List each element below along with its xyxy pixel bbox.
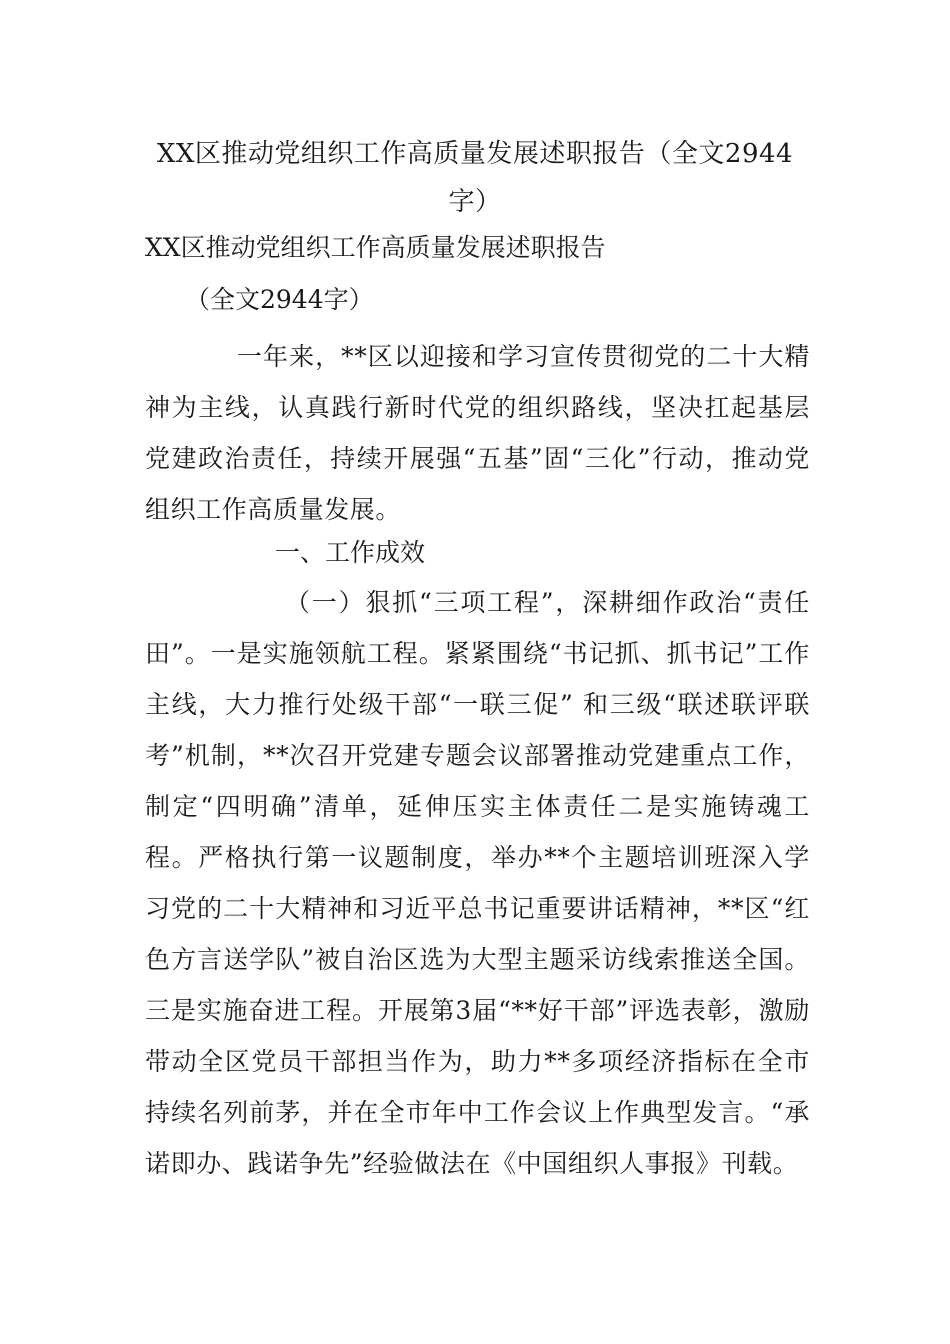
- section-paragraph: （一）狠抓“三项工程”，深耕细作政治“责任田”。一是实施领航工程。紧紧围绕“书记抓、抓书记”工作主线，大力推行处级干部“一联三促” 和三级“联述联评联考”机制，**次召开党建专题会议部署推动党建重点工作，制定“四明确”清单，延伸压实主体责任二是实施铸魂工程。严格执行第一议题制度，举办**个主题培训班深入学习党的二十大精神和习近平总书记重要讲话精神，**区“红色方言送学队”被自治区选为大型主题采访线索推送全国。三是实施奋进工程。开展第3届“**好干部”评选表彰，激励带动全区党员干部担当作为，助力**多项经济指标在全市持续名列前茅，并在全市年中工作会议上作典型发言。“承诺即办、践诺争先”经验做法在《中国组织人事报》刊载。: [145, 588, 810, 1178]
- document-subtitle: XX区推动党组织工作高质量发展述职报告: [145, 233, 606, 262]
- word-count-note: （全文2944字）: [185, 285, 374, 314]
- section-heading: 一、工作成效: [275, 538, 426, 567]
- document-title: XX区推动党组织工作高质量发展述职报告（全文2944字）: [156, 139, 794, 217]
- intro-paragraph: 一年来，**区以迎接和学习宣传贯彻党的二十大精神为主线，认真践行新时代党的组织路线，坚决扛起基层党建政治责任，持续开展强“五基”固“三化”行动，推动党组织工作高质量发展。: [145, 342, 810, 524]
